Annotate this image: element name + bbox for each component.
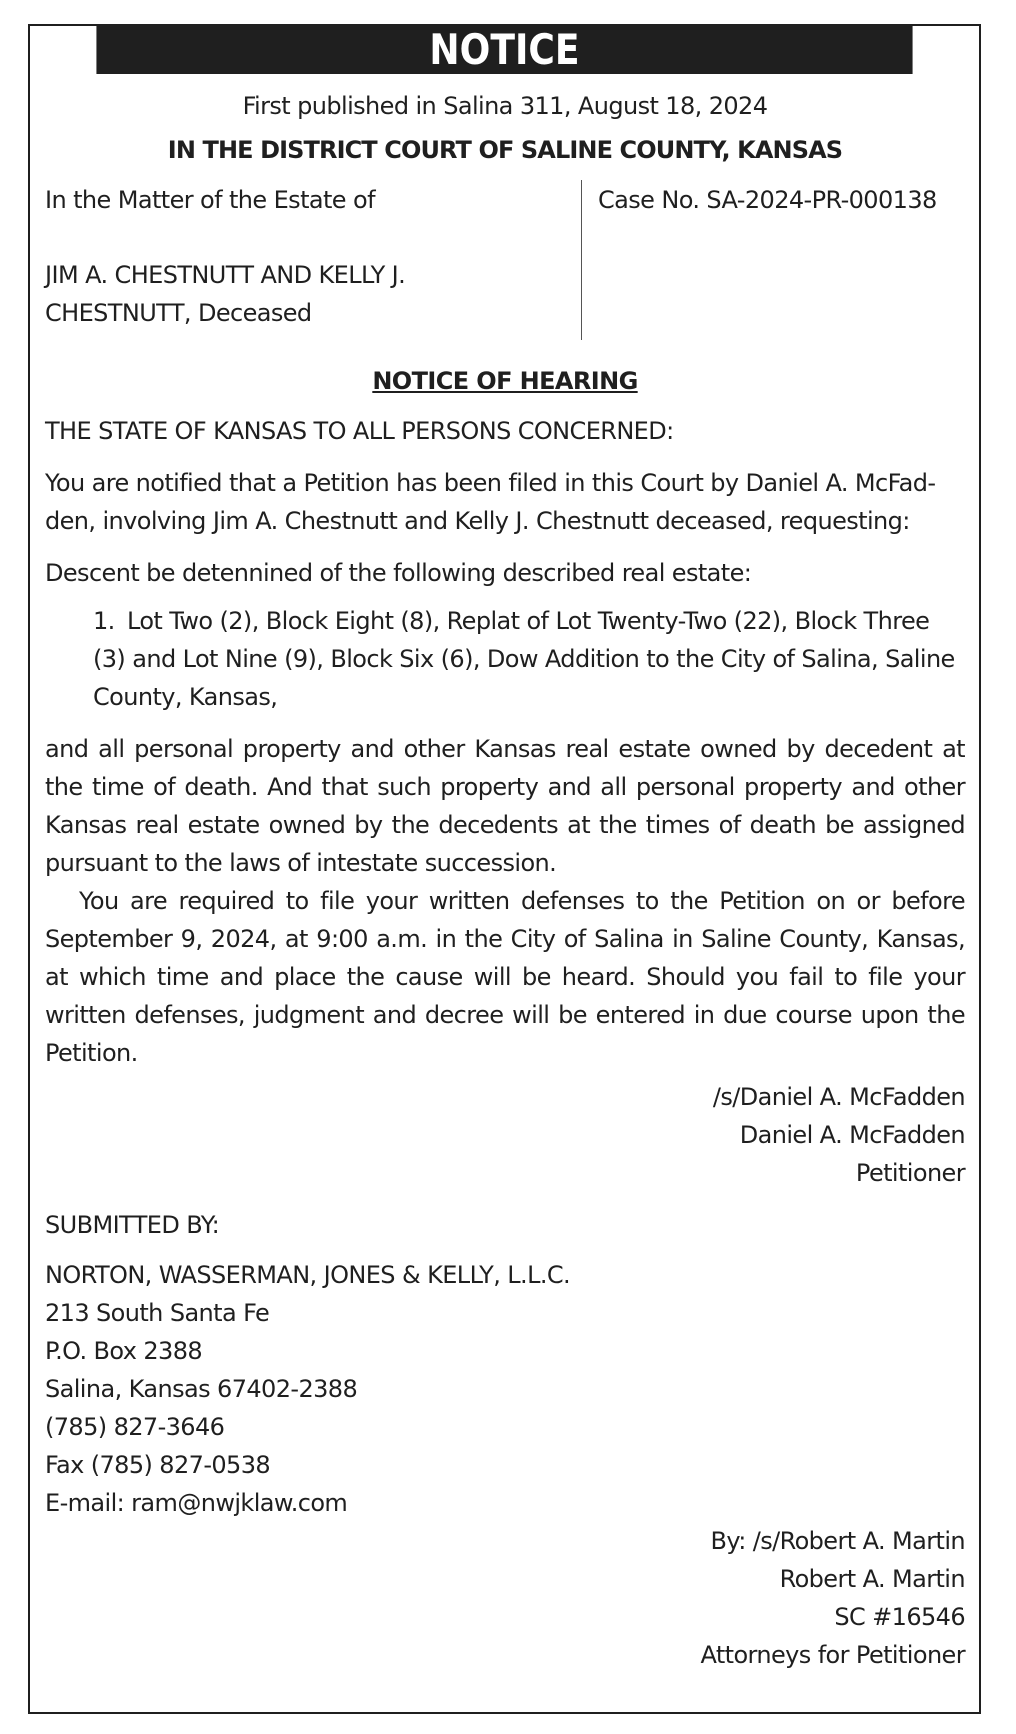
- caption-estate: [45, 180, 582, 340]
- property-item-line-2: (3) and Lot Nine (9), Block Six (6), Dow Addition to the City of Salina, Saline: [93, 645, 955, 673]
- property-item-number: 1.: [93, 607, 115, 635]
- firm-fax: Fax (785) 827-0538: [45, 1451, 271, 1479]
- defenses-paragraph: You are required to file your written defenses to the Petition on or before September 9, 2024, at 9:00 a.m. in the City of Salina in Saline County, Kansas, at which time and place the cause will be heard. Should you fail to file your written defenses, judgment and decree will be entered in due course upon the Petition.: [45, 887, 965, 1067]
- attorney-name: Robert A. Martin: [779, 1565, 965, 1593]
- attorney-role: Attorneys for Petitioner: [700, 1641, 965, 1669]
- attorney-signature-block: [45, 1522, 965, 1674]
- notice-banner: NOTICE: [96, 26, 912, 74]
- decedent-line-2: CHESTNUTT, Deceased: [45, 299, 312, 327]
- property-item-text-1: Lot Two (2), Block Eight (8), Replat of Lot Twenty-Two (22), Block Three: [127, 607, 930, 635]
- petitioner-signed: /s/Daniel A. McFadden: [712, 1083, 965, 1111]
- attorney-bar-number: SC #16546: [834, 1603, 965, 1631]
- salutation: THE STATE OF KANSAS TO ALL PERSONS CONCERNED:: [45, 417, 674, 445]
- firm-po-box: P.O. Box 2388: [45, 1337, 203, 1365]
- attorney-signed: By: /s/Robert A. Martin: [710, 1527, 965, 1555]
- firm-city: Salina, Kansas 67402-2388: [45, 1375, 358, 1403]
- property-item: [45, 602, 965, 716]
- property-paragraph: and all personal property and other Kansas real estate owned by decedent at the time of death. And that such property and all personal property and other Kansas real estate owned by the decedents at the times of death be assigned pursuant to the laws of intestate succession.: [45, 735, 965, 877]
- first-published-line: First published in Salina 311, August 18, 2024: [242, 92, 768, 120]
- petitioner-name: Daniel A. McFadden: [739, 1121, 965, 1149]
- submitted-by-label: SUBMITTED BY:: [45, 1211, 220, 1239]
- petitioner-signature-block: [45, 1078, 965, 1192]
- law-firm-address: [45, 1256, 965, 1522]
- notified-paragraph: [45, 464, 965, 540]
- legal-notice: [28, 24, 981, 1714]
- firm-street: 213 South Santa Fe: [45, 1299, 270, 1327]
- firm-phone: (785) 827-3646: [45, 1413, 225, 1441]
- court-heading: IN THE DISTRICT COURT OF SALINE COUNTY, KANSAS: [167, 136, 843, 164]
- notified-line-2: den, involving Jim A. Chestnutt and Kelly J. Chestnutt deceased, requesting:: [45, 507, 910, 535]
- firm-email: E-mail: ram@nwjklaw.com: [45, 1489, 348, 1517]
- property-item-line-1: [93, 602, 965, 640]
- descent-paragraph: Descent be detennined of the following described real estate:: [45, 559, 752, 587]
- petitioner-role: Petitioner: [855, 1159, 965, 1187]
- case-number: Case No. SA-2024-PR-000138: [598, 186, 937, 214]
- property-item-line-3: County, Kansas,: [93, 683, 278, 711]
- decedent-line-1: JIM A. CHESTNUTT AND KELLY J.: [45, 261, 406, 289]
- notice-content: [30, 88, 979, 1674]
- estate-matter: In the Matter of the Estate of: [45, 186, 375, 214]
- case-caption: [45, 180, 965, 340]
- notified-line-1: You are notified that a Petition has been filed in this Court by Daniel A. McFad-: [45, 469, 936, 497]
- hearing-title: NOTICE OF HEARING: [372, 367, 638, 395]
- decedent-names: [45, 256, 581, 332]
- firm-name: NORTON, WASSERMAN, JONES & KELLY, L.L.C.: [45, 1261, 571, 1289]
